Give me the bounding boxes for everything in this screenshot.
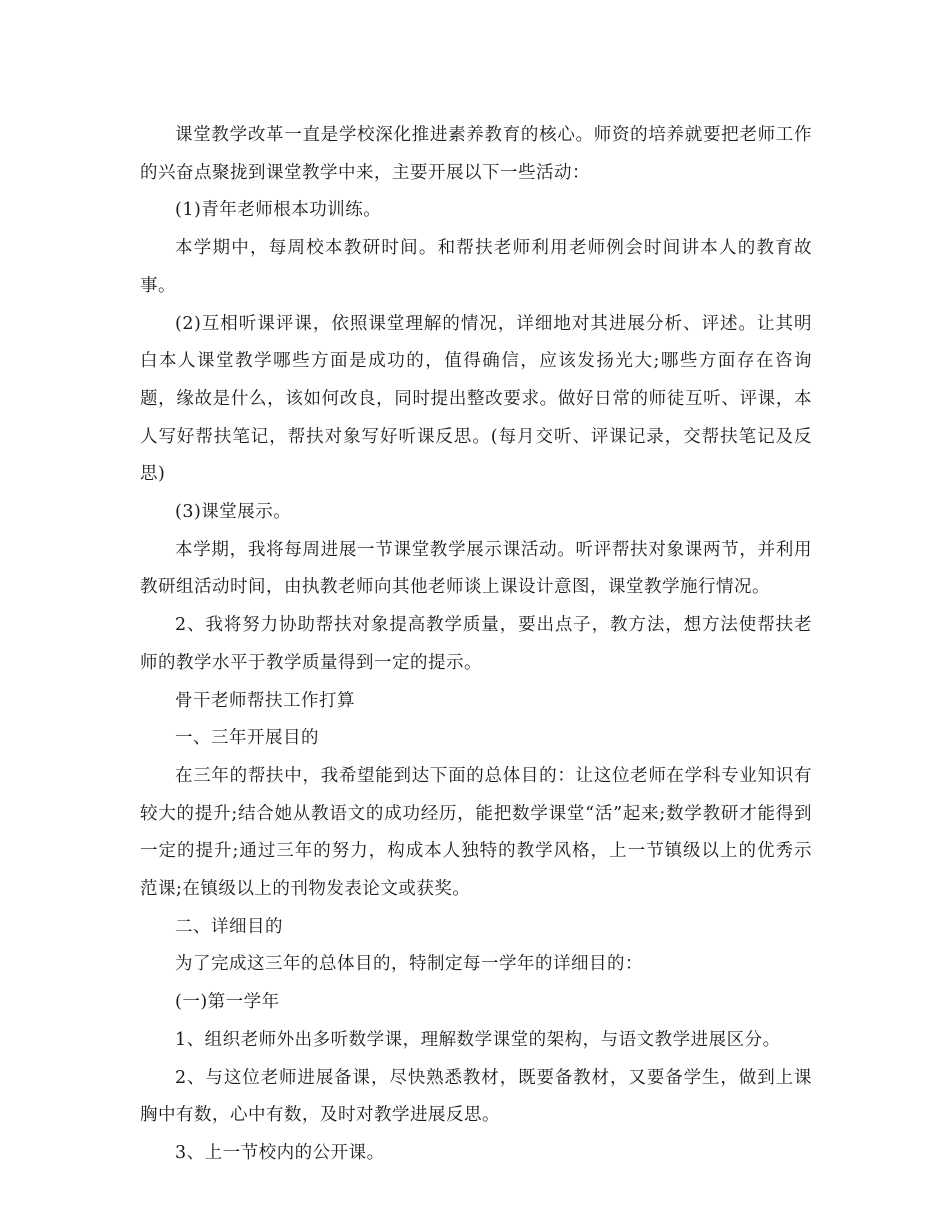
paragraph-showcase: 本学期，我将每周进展一节课堂教学展示课活动。听评帮扶对象课两节，并利用教研组活动时间，由执教老师向其他老师谈上课设计意图，课堂教学施行情况。 (140, 539, 812, 598)
paragraph-item-1: (1)青年老师根本功训练。 (175, 200, 382, 221)
list-item-2: 2、与这位老师进展备课，尽快熟悉教材，既要备教材，又要备学生，做到上课胸中有数，心中有数，及时对教学进展反思。 (140, 1067, 812, 1126)
heading-first-year: (一)第一学年 (175, 992, 280, 1013)
paragraph-weekly-research: 本学期中，每周校本教研时间。和帮扶老师利用老师例会时间讲本人的教育故事。 (140, 238, 812, 296)
heading-detailed-goal: 二、详细目的 (175, 916, 283, 937)
section-title: 骨干老师帮扶工作打算 (175, 690, 355, 711)
heading-three-year-goal: 一、三年开展目的 (175, 728, 319, 749)
paragraph-quality: 2、我将努力协助帮扶对象提高教学质量，要出点子，教方法，想方法使帮扶老师的教学水平于教学质量得到一定的提示。 (140, 615, 812, 673)
paragraph-intro: 课堂教学改革一直是学校深化推进素养教育的核心。师资的培养就要把老师工作的兴奋点聚拢到课堂教学中来，主要开展以下一些活动： (140, 125, 812, 183)
list-item-3: 3、上一节校内的公开课。 (175, 1142, 385, 1163)
paragraph-item-2: (2)互相听课评课，依照课堂理解的情况，详细地对其进展分析、评述。让其明白本人课堂教学哪些方面是成功的，值得确信，应该发扬光大;哪些方面存在咨询题，缘故是什么，该如何改良，同时提出整改要求。做好日常的师徒互听、评课，本人写好帮扶笔记，帮扶对象写好听课反思。(每月交听、评课记录，交帮扶笔记及反思) (140, 313, 812, 485)
document-body (140, 117, 812, 1173)
paragraph-item-3: (3)课堂展示。 (175, 502, 292, 523)
paragraph-overall-goal: 在三年的帮扶中，我希望能到达下面的总体目的：让这位老师在学科专业知识有较大的提升;结合她从教语文的成功经历，能把数学课堂“活”起来;数学教研才能得到一定的提升;通过三年的努力，构成本人独特的教学风格，上一节镇级以上的优秀示范课;在镇级以上的刊物发表论文或获奖。 (140, 765, 812, 900)
paragraph-detailed-intro: 为了完成这三年的总体目的，特制定每一学年的详细目的： (175, 954, 643, 975)
list-item-1: 1、组织老师外出多听数学课，理解数学课堂的架构，与语文教学进展区分。 (175, 1029, 781, 1050)
